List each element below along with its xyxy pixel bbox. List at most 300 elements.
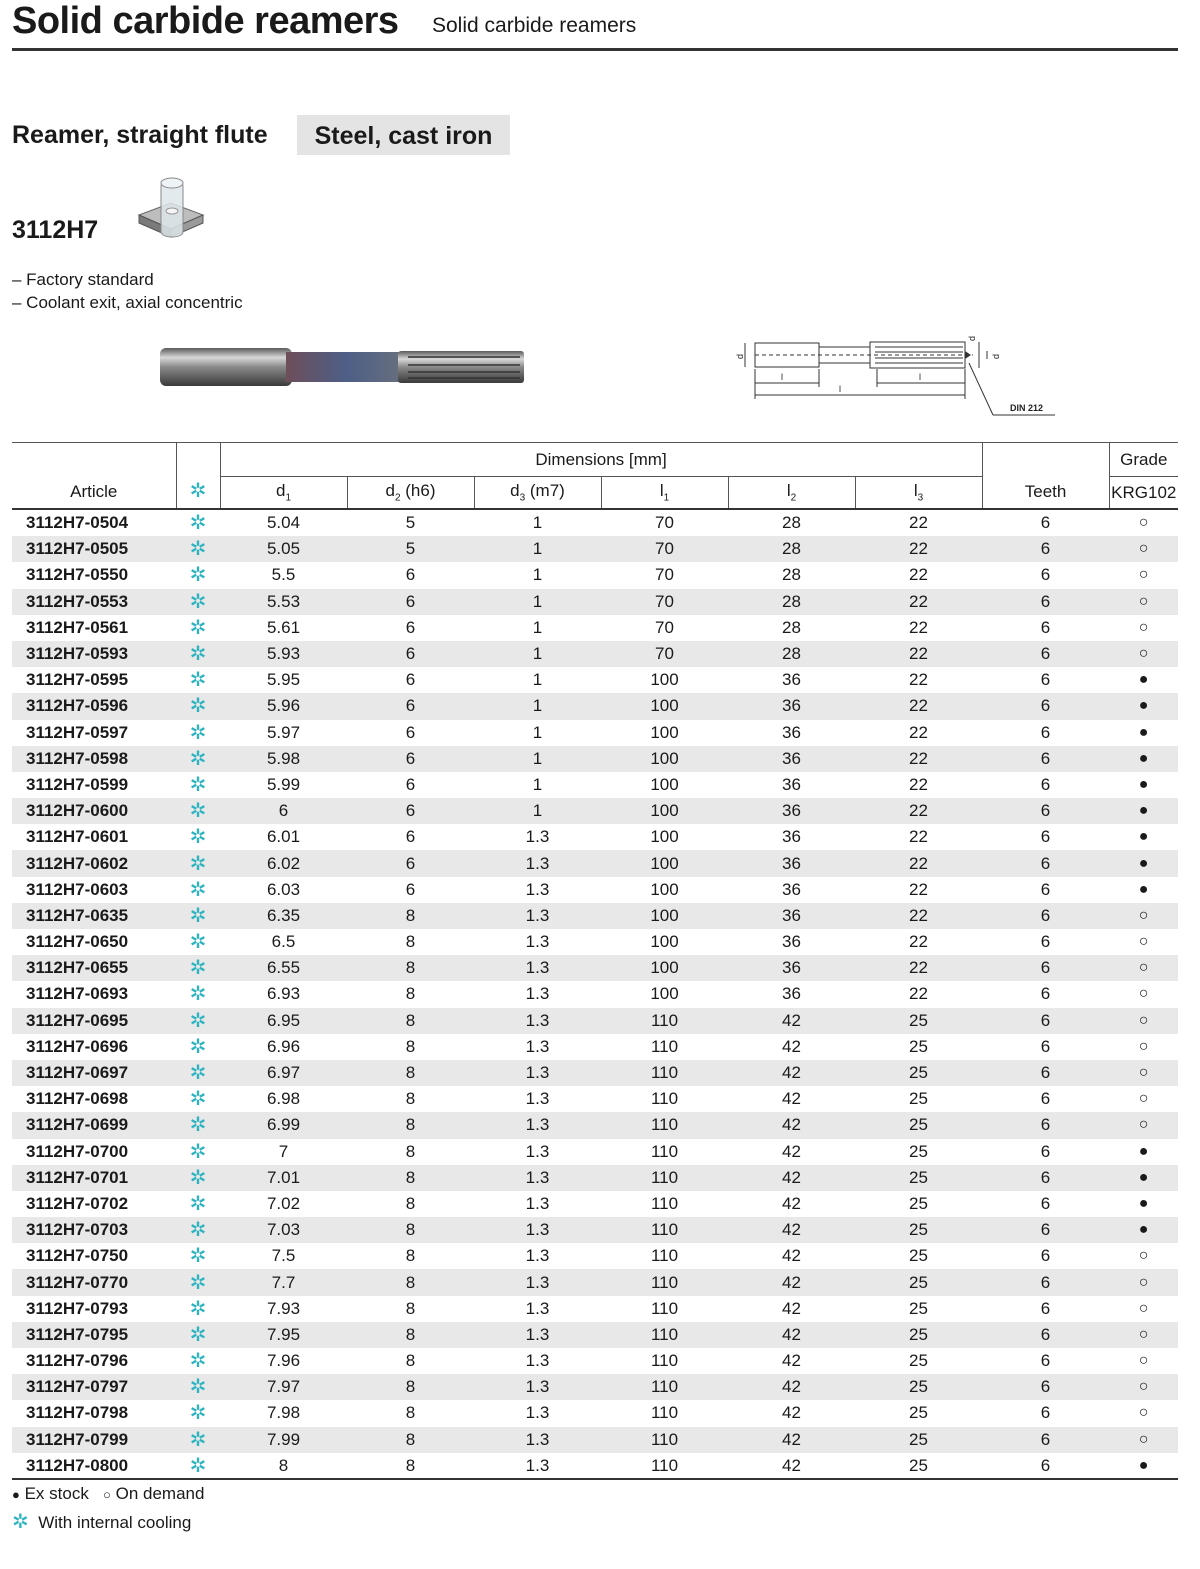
teeth-cell: 6 <box>982 798 1109 824</box>
table-row <box>12 1243 1178 1269</box>
l2-cell: 36 <box>728 955 855 981</box>
table-row <box>12 693 1178 719</box>
teeth-cell: 6 <box>1040 1089 1051 1109</box>
l1-cell: 70 <box>655 565 674 585</box>
d2-cell: 6 <box>405 774 416 794</box>
l2-cell: 36 <box>782 670 801 690</box>
l2-cell: 36 <box>728 850 855 876</box>
article-cell: 3112H7-0598 <box>12 746 176 772</box>
l3-cell: 22 <box>855 536 982 562</box>
filled-dot-icon: ● <box>12 1487 20 1502</box>
d2-cell: 8 <box>347 1112 474 1138</box>
l1-cell: 110 <box>650 1298 679 1318</box>
table-row <box>12 1453 1178 1479</box>
l2-cell: 42 <box>782 1403 801 1423</box>
l1-cell: 110 <box>650 1193 679 1213</box>
grade-availability-cell: ○ <box>1138 1352 1149 1370</box>
d2-cell: 6 <box>347 641 474 667</box>
l3-cell: 22 <box>855 798 982 824</box>
teeth-cell: 6 <box>1040 1351 1051 1371</box>
d1-cell: 6 <box>220 798 347 824</box>
article-cell: 3112H7-0700 <box>26 1141 129 1161</box>
d1-cell: 7.97 <box>220 1374 347 1400</box>
l3-cell: 25 <box>909 1246 928 1266</box>
grade-availability-cell: ○ <box>1109 955 1178 981</box>
l2-cell: 42 <box>728 1112 855 1138</box>
teeth-cell: 6 <box>1040 1455 1051 1475</box>
l3-cell: 25 <box>855 1374 982 1400</box>
teeth-cell: 6 <box>1040 617 1051 637</box>
legend-stock-demand <box>12 1480 204 1509</box>
d3-cell: 1.3 <box>525 1298 550 1318</box>
d1-cell: 5.05 <box>220 536 347 562</box>
legend-demand-label: On demand <box>115 1484 205 1503</box>
legend-cooling-label: With internal cooling <box>38 1513 192 1532</box>
l3-cell: 22 <box>855 641 982 667</box>
l2-cell: 28 <box>728 536 855 562</box>
l1-cell: 110 <box>650 1403 679 1423</box>
l1-cell: 110 <box>601 1322 728 1348</box>
table-row <box>12 1269 1178 1295</box>
teeth-cell: 6 <box>982 1374 1109 1400</box>
teeth-cell: 6 <box>1040 774 1051 794</box>
article-cell: 3112H7-0702 <box>26 1193 129 1213</box>
grade-availability-cell: ○ <box>1138 1299 1149 1317</box>
article-cell: 3112H7-0796 <box>26 1351 129 1371</box>
grade-availability-cell: ● <box>1138 828 1149 846</box>
d2-cell: 8 <box>405 1036 416 1056</box>
d1-cell: 5.93 <box>220 641 347 667</box>
internal-cooling-icon: ✲ <box>176 850 220 876</box>
article-cell: 3112H7-0695 <box>12 1008 176 1034</box>
d3-cell: 1.3 <box>474 1269 601 1295</box>
article-cell: 3112H7-0770 <box>12 1269 176 1295</box>
table-row <box>12 746 1178 772</box>
d2-cell: 8 <box>405 1403 416 1423</box>
l2-cell: 42 <box>782 1141 801 1161</box>
d3-cell: 1.3 <box>525 1403 550 1423</box>
d3-cell: 1 <box>474 798 601 824</box>
d2-cell: 6 <box>347 746 474 772</box>
internal-cooling-icon: ✲ <box>189 1245 207 1268</box>
teeth-cell: 6 <box>1040 1036 1051 1056</box>
internal-cooling-icon: ✲ <box>189 480 207 502</box>
l2-cell: 42 <box>728 1008 855 1034</box>
table-row <box>12 509 1178 536</box>
l3-cell: 25 <box>855 1165 982 1191</box>
internal-cooling-icon: ✲ <box>189 931 207 954</box>
l3-cell: 25 <box>855 1269 982 1295</box>
article-cell: 3112H7-0593 <box>12 641 176 667</box>
article-cell: 3112H7-0701 <box>12 1165 176 1191</box>
d1-cell: 5.99 <box>266 774 301 794</box>
l2-cell: 36 <box>782 984 801 1004</box>
l2-cell: 42 <box>782 1298 801 1318</box>
d2-cell: 5 <box>405 513 416 533</box>
l2-cell: 28 <box>782 513 801 533</box>
d2-cell: 8 <box>347 1322 474 1348</box>
col-group-dimensions: Dimensions [mm] <box>220 443 982 477</box>
d3-cell: 1 <box>474 641 601 667</box>
product-table <box>12 442 1178 1479</box>
d1-cell: 5.95 <box>266 670 301 690</box>
l3-cell: 22 <box>909 513 928 533</box>
teeth-cell: 6 <box>1040 1193 1051 1213</box>
internal-cooling-icon: ✲ <box>176 1008 220 1034</box>
col-d3: $d_3$ (m7) <box>474 477 601 509</box>
l3-cell: 25 <box>909 1089 928 1109</box>
legend-stock-label: Ex stock <box>24 1484 89 1503</box>
internal-cooling-icon: ✲ <box>189 512 207 535</box>
d3-cell: 1.3 <box>474 1112 601 1138</box>
product-code: 3112H7 <box>12 216 99 244</box>
l1-cell: 100 <box>601 693 728 719</box>
grade-availability-cell: ● <box>1138 1194 1149 1212</box>
d1-cell: 7 <box>278 1141 289 1161</box>
table-row <box>12 903 1178 929</box>
d1-cell: 6.97 <box>220 1060 347 1086</box>
grade-availability-cell: ○ <box>1138 1247 1149 1265</box>
d3-cell: 1 <box>474 746 601 772</box>
teeth-cell: 6 <box>1040 827 1051 847</box>
internal-cooling-icon: ✲ <box>176 693 220 719</box>
l2-cell: 42 <box>782 1455 801 1475</box>
l3-cell: 22 <box>855 903 982 929</box>
teeth-cell: 6 <box>982 536 1109 562</box>
table-row <box>12 1400 1178 1426</box>
legend <box>12 1480 204 1537</box>
internal-cooling-icon: ✲ <box>189 564 207 587</box>
l1-cell: 100 <box>650 774 679 794</box>
grade-availability-cell: ○ <box>1138 514 1149 532</box>
grade-availability-cell: ● <box>1109 1165 1178 1191</box>
article-cell: 3112H7-0799 <box>12 1427 176 1453</box>
internal-cooling-icon: ✲ <box>176 903 220 929</box>
l3-cell: 25 <box>909 1403 928 1423</box>
feature-list <box>12 268 243 314</box>
l2-cell: 36 <box>782 827 801 847</box>
article-cell: 3112H7-0750 <box>26 1246 129 1266</box>
teeth-cell: 6 <box>982 1060 1109 1086</box>
teeth-cell: 6 <box>1040 879 1051 899</box>
d1-cell: 5.98 <box>220 746 347 772</box>
table-row <box>12 1217 1178 1243</box>
teeth-cell: 6 <box>1040 565 1051 585</box>
d3-cell: 1.3 <box>525 1455 550 1475</box>
d1-cell: 6.96 <box>266 1036 301 1056</box>
d3-cell: 1.3 <box>525 1036 550 1056</box>
table-row <box>12 981 1178 1007</box>
l1-cell: 100 <box>650 879 679 899</box>
grade-availability-cell: ● <box>1138 1142 1149 1160</box>
l3-cell: 22 <box>855 589 982 615</box>
teeth-cell: 6 <box>982 1217 1109 1243</box>
grade-availability-cell: ● <box>1109 850 1178 876</box>
l1-cell: 110 <box>650 1246 679 1266</box>
article-cell: 3112H7-0795 <box>12 1322 176 1348</box>
teeth-cell: 6 <box>1040 722 1051 742</box>
col-l1: $l_1$ <box>601 477 728 509</box>
l2-cell: 36 <box>782 932 801 952</box>
d2-cell: 8 <box>405 1193 416 1213</box>
d2-cell: 6 <box>405 565 416 585</box>
l2-cell: 42 <box>728 1322 855 1348</box>
l3-cell: 22 <box>909 879 928 899</box>
d3-cell: 1 <box>474 589 601 615</box>
d3-cell: 1.3 <box>525 1193 550 1213</box>
teeth-cell: 6 <box>982 850 1109 876</box>
col-teeth: Teeth <box>982 443 1109 509</box>
d2-cell: 8 <box>347 1060 474 1086</box>
l1-cell: 100 <box>601 955 728 981</box>
table-row <box>12 1374 1178 1400</box>
d2-cell: 6 <box>405 827 416 847</box>
d1-cell: 6.95 <box>220 1008 347 1034</box>
d3-cell: 1.3 <box>525 1141 550 1161</box>
internal-cooling-icon: ✲ <box>176 641 220 667</box>
internal-cooling-icon: ✲ <box>176 746 220 772</box>
article-cell: 3112H7-0595 <box>26 670 129 690</box>
table-row <box>12 929 1178 955</box>
l1-cell: 110 <box>601 1008 728 1034</box>
table-row <box>12 955 1178 981</box>
article-cell: 3112H7-0599 <box>26 774 129 794</box>
l1-cell: 100 <box>650 984 679 1004</box>
article-cell: 3112H7-0550 <box>26 565 129 585</box>
l2-cell: 42 <box>782 1193 801 1213</box>
article-cell: 3112H7-0601 <box>26 827 129 847</box>
article-cell: 3112H7-0603 <box>26 879 129 899</box>
internal-cooling-icon: ✲ <box>176 1374 220 1400</box>
table-row <box>12 1191 1178 1217</box>
l2-cell: 28 <box>728 589 855 615</box>
internal-cooling-icon: ✲ <box>189 1140 207 1163</box>
internal-cooling-icon: ✲ <box>176 536 220 562</box>
table-row <box>12 1165 1178 1191</box>
l1-cell: 100 <box>650 827 679 847</box>
internal-cooling-icon: ✲ <box>12 1511 29 1533</box>
table-row <box>12 720 1178 746</box>
grade-availability-cell: ○ <box>1109 536 1178 562</box>
grade-availability-cell: ○ <box>1109 1269 1178 1295</box>
l3-cell: 22 <box>855 746 982 772</box>
teeth-cell: 6 <box>982 1008 1109 1034</box>
article-cell: 3112H7-0797 <box>12 1374 176 1400</box>
d3-cell: 1.3 <box>525 1089 550 1109</box>
l2-cell: 36 <box>728 798 855 824</box>
grade-availability-cell: ○ <box>1138 618 1149 636</box>
article-cell: 3112H7-0597 <box>26 722 129 742</box>
article-cell: 3112H7-0553 <box>12 589 176 615</box>
grade-availability-cell: ○ <box>1109 1427 1178 1453</box>
d1-cell: 5.53 <box>220 589 347 615</box>
grade-availability-cell: ● <box>1138 723 1149 741</box>
grade-availability-cell: ● <box>1138 880 1149 898</box>
l3-cell: 25 <box>855 1060 982 1086</box>
col-cooling <box>176 443 220 509</box>
l2-cell: 36 <box>782 879 801 899</box>
d2-cell: 6 <box>405 617 416 637</box>
d2-cell: 6 <box>405 670 416 690</box>
teeth-cell: 6 <box>982 693 1109 719</box>
teeth-cell: 6 <box>1040 932 1051 952</box>
teeth-cell: 6 <box>1040 984 1051 1004</box>
d2-cell: 8 <box>405 1246 416 1266</box>
internal-cooling-icon: ✲ <box>176 1217 220 1243</box>
l3-cell: 25 <box>855 1217 982 1243</box>
d3-cell: 1 <box>474 536 601 562</box>
grade-availability-cell: ○ <box>1138 985 1149 1003</box>
teeth-cell: 6 <box>1040 1298 1051 1318</box>
l2-cell: 42 <box>728 1374 855 1400</box>
d2-cell: 6 <box>347 850 474 876</box>
internal-cooling-icon: ✲ <box>176 1269 220 1295</box>
d1-cell: 7.99 <box>220 1427 347 1453</box>
l3-cell: 25 <box>909 1193 928 1213</box>
grade-availability-cell: ● <box>1138 671 1149 689</box>
l3-cell: 25 <box>909 1351 928 1371</box>
d1-cell: 6.98 <box>266 1089 301 1109</box>
d3-cell: 1.3 <box>474 903 601 929</box>
d1-cell: 7.5 <box>271 1246 296 1266</box>
l2-cell: 36 <box>782 722 801 742</box>
teeth-cell: 6 <box>1040 1246 1051 1266</box>
l3-cell: 22 <box>855 850 982 876</box>
l3-cell: 22 <box>855 693 982 719</box>
d2-cell: 6 <box>347 798 474 824</box>
d1-cell: 7.7 <box>220 1269 347 1295</box>
grade-availability-cell: ○ <box>1138 933 1149 951</box>
grade-availability-cell: ○ <box>1109 589 1178 615</box>
internal-cooling-icon: ✲ <box>176 1165 220 1191</box>
teeth-cell: 6 <box>982 1165 1109 1191</box>
l3-cell: 22 <box>909 984 928 1004</box>
d2-cell: 6 <box>405 722 416 742</box>
internal-cooling-icon: ✲ <box>189 1350 207 1373</box>
d2-cell: 6 <box>347 589 474 615</box>
internal-cooling-icon: ✲ <box>189 1192 207 1215</box>
d3-cell: 1.3 <box>474 1322 601 1348</box>
dimension-drawing <box>725 325 1055 425</box>
grade-availability-cell: ○ <box>1109 641 1178 667</box>
table-row <box>12 562 1178 588</box>
teeth-cell: 6 <box>982 1427 1109 1453</box>
table-row <box>12 641 1178 667</box>
d3-cell: 1.3 <box>525 1246 550 1266</box>
grade-availability-cell: ○ <box>1138 566 1149 584</box>
l3-cell: 22 <box>909 565 928 585</box>
d1-cell: 7.03 <box>220 1217 347 1243</box>
table-row <box>12 1008 1178 1034</box>
grade-availability-cell: ○ <box>1109 1374 1178 1400</box>
d2-cell: 8 <box>347 1008 474 1034</box>
l2-cell: 42 <box>728 1427 855 1453</box>
page-header <box>12 0 1178 51</box>
l2-cell: 36 <box>728 693 855 719</box>
l1-cell: 110 <box>601 1112 728 1138</box>
feature-item: – Factory standard <box>12 270 154 289</box>
d1-cell: 5.96 <box>220 693 347 719</box>
d2-cell: 8 <box>347 903 474 929</box>
d3-cell: 1.3 <box>474 1427 601 1453</box>
table-row <box>12 1112 1178 1138</box>
table-row <box>12 589 1178 615</box>
table-row <box>12 1034 1178 1060</box>
article-cell: 3112H7-0596 <box>12 693 176 719</box>
teeth-cell: 6 <box>982 641 1109 667</box>
article-cell: 3112H7-0505 <box>12 536 176 562</box>
l2-cell: 28 <box>782 565 801 585</box>
d2-cell: 6 <box>405 879 416 899</box>
teeth-cell: 6 <box>1040 1403 1051 1423</box>
din-standard-label: DIN 212 <box>1010 403 1044 413</box>
label-l1: l <box>839 384 841 394</box>
table-row <box>12 798 1178 824</box>
internal-cooling-icon: ✲ <box>189 983 207 1006</box>
l3-cell: 25 <box>855 1427 982 1453</box>
feature-item: – Coolant exit, axial concentric <box>12 293 243 312</box>
d3-cell: 1.3 <box>474 850 601 876</box>
col-l3: $l_3$ <box>855 477 982 509</box>
col-grade: Grade <box>1109 443 1178 477</box>
d3-cell: 1.3 <box>525 932 550 952</box>
internal-cooling-icon: ✲ <box>176 955 220 981</box>
article-cell: 3112H7-0650 <box>26 932 129 952</box>
page-subtitle: Solid carbide reamers <box>432 14 637 37</box>
label-d1: d <box>991 353 1001 359</box>
reamer-photo <box>158 340 530 396</box>
l1-cell: 110 <box>601 1217 728 1243</box>
l2-cell: 42 <box>728 1217 855 1243</box>
l3-cell: 22 <box>909 617 928 637</box>
legend-cooling <box>12 1509 204 1537</box>
col-l2: $l_2$ <box>728 477 855 509</box>
grade-availability-cell: ○ <box>1109 903 1178 929</box>
d1-cell: 7.98 <box>266 1403 301 1423</box>
l3-cell: 25 <box>909 1141 928 1161</box>
l1-cell: 70 <box>601 641 728 667</box>
d1-cell: 6.01 <box>266 827 301 847</box>
d3-cell: 1 <box>532 565 543 585</box>
d3-cell: 1.3 <box>474 1217 601 1243</box>
table-row <box>12 824 1178 850</box>
d1-cell: 5.97 <box>266 722 301 742</box>
l3-cell: 25 <box>909 1036 928 1056</box>
l2-cell: 36 <box>782 774 801 794</box>
l2-cell: 42 <box>728 1165 855 1191</box>
article-cell: 3112H7-0655 <box>12 955 176 981</box>
d2-cell: 8 <box>347 1165 474 1191</box>
teeth-cell: 6 <box>982 1269 1109 1295</box>
d2-cell: 8 <box>347 1427 474 1453</box>
section-title: Reamer, straight flute <box>12 121 268 149</box>
internal-cooling-icon: ✲ <box>189 773 207 796</box>
table-row <box>12 1322 1178 1348</box>
table-row <box>12 1296 1178 1322</box>
l3-cell: 22 <box>909 722 928 742</box>
internal-cooling-icon: ✲ <box>189 721 207 744</box>
l3-cell: 22 <box>909 774 928 794</box>
article-cell: 3112H7-0561 <box>26 617 129 637</box>
d2-cell: 8 <box>405 1298 416 1318</box>
l1-cell: 110 <box>601 1374 728 1400</box>
table-row <box>12 1139 1178 1165</box>
d1-cell: 5.04 <box>266 513 301 533</box>
grade-availability-cell: ○ <box>1109 1060 1178 1086</box>
article-cell: 3112H7-0699 <box>12 1112 176 1138</box>
table-row <box>12 1348 1178 1374</box>
l2-cell: 42 <box>782 1246 801 1266</box>
